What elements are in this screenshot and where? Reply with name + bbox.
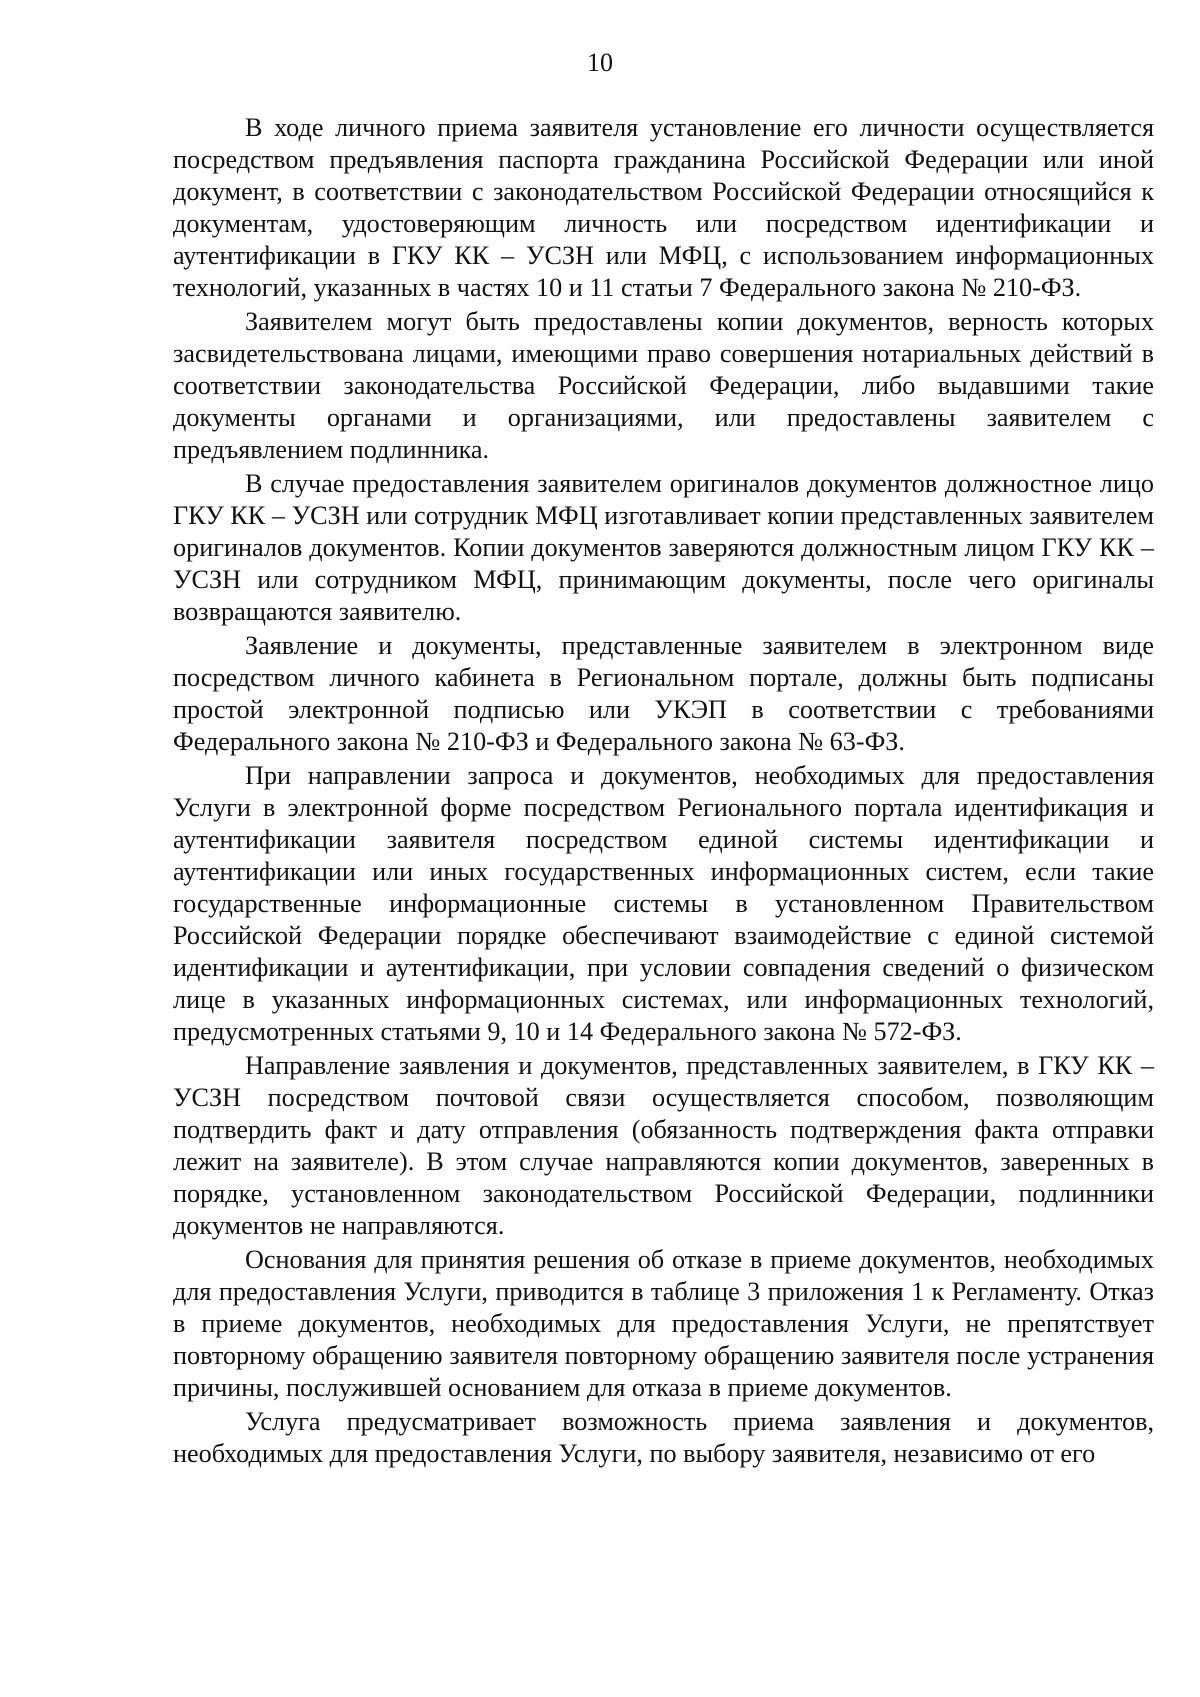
paragraph-postal-submission: Направление заявления и документов, представленных заявителем, в ГКУ КК – УСЗН посредством почтовой связи осуществляется способом, позволяющим подтвердить факт и дату отправления (обязанность подтверждения факта отправки лежит на заявителе). В этом случае направляются копии документов, заверенных в порядке, установленном законодательством Российской Федерации, подлинники документов не направляются. [173, 1051, 1154, 1240]
paragraph-document-copies: Заявителем могут быть предоставлены копии документов, верность которых засвидетельствована лицами, имеющими право совершения нотариальных действий в соответствии законодательства Российской Федерации, либо выдавшими такие документы органами и организациями, или предоставлены заявителем с предъявлением подлинника. [173, 307, 1154, 464]
paragraph-personal-reception: В ходе личного приема заявителя установление его личности осуществляется посредством предъявления паспорта гражданина Российской Федерации или иной документ, в соответствии с законодательством Российской Федерации относящийся к документам, удостоверяющим личность или посредством идентификации и аутентификации в ГКУ КК – УСЗН или МФЦ, с использованием информационных технологий, указанных в частях 10 и 11 статьи 7 Федерального закона № 210-ФЗ. [173, 113, 1154, 302]
paragraph-electronic-submission: Заявление и документы, представленные заявителем в электронном виде посредством личного кабинета в Региональном портале, должны быть подписаны простой электронной подписью или УКЭП в соответствии с требованиями Федерального закона № 210-ФЗ и Федерального закона № 63-ФЗ. [173, 631, 1154, 756]
page-number: 10 [587, 48, 613, 77]
paragraph-originals: В случае предоставления заявителем оригиналов документов должностное лицо ГКУ КК – УСЗН или сотрудник МФЦ изготавливает копии представленных заявителем оригиналов документов. Копии документов заверяются должностным лицом ГКУ КК – УСЗН или сотрудником МФЦ, принимающим документы, после чего оригиналы возвращаются заявителю. [173, 469, 1154, 626]
paragraph-identification: При направлении запроса и документов, необходимых для предоставления Услуги в электронной форме посредством Регионального портала идентификация и аутентификации заявителя посредством единой системы идентификации и аутентификации или иных государственных информационных систем, если такие государственные информационные системы в установленном Правительством Российской Федерации порядке обеспечивают взаимодействие с единой системой идентификации и аутентификации, при условии совпадения сведений о физическом лице в указанных информационных системах, или информационных технологий, предусмотренных статьями 9, 10 и 14 Федерального закона № 572-ФЗ. [173, 761, 1154, 1046]
paragraph-service-choice: Услуга предусматривает возможность приема заявления и документов, необходимых для предоставления Услуги, по выбору заявителя, независимо от его [173, 1407, 1154, 1468]
paragraph-refusal-grounds: Основания для принятия решения об отказе в приеме документов, необходимых для предоставления Услуги, приводится в таблице 3 приложения 1 к Регламенту. Отказ в приеме документов, необходимых для предоставления Услуги, не препятствует повторному обращению заявителя повторному обращению заявителя после устранения причины, послужившей основанием для отказа в приеме документов. [173, 1245, 1154, 1402]
document-body [173, 112, 1154, 1472]
